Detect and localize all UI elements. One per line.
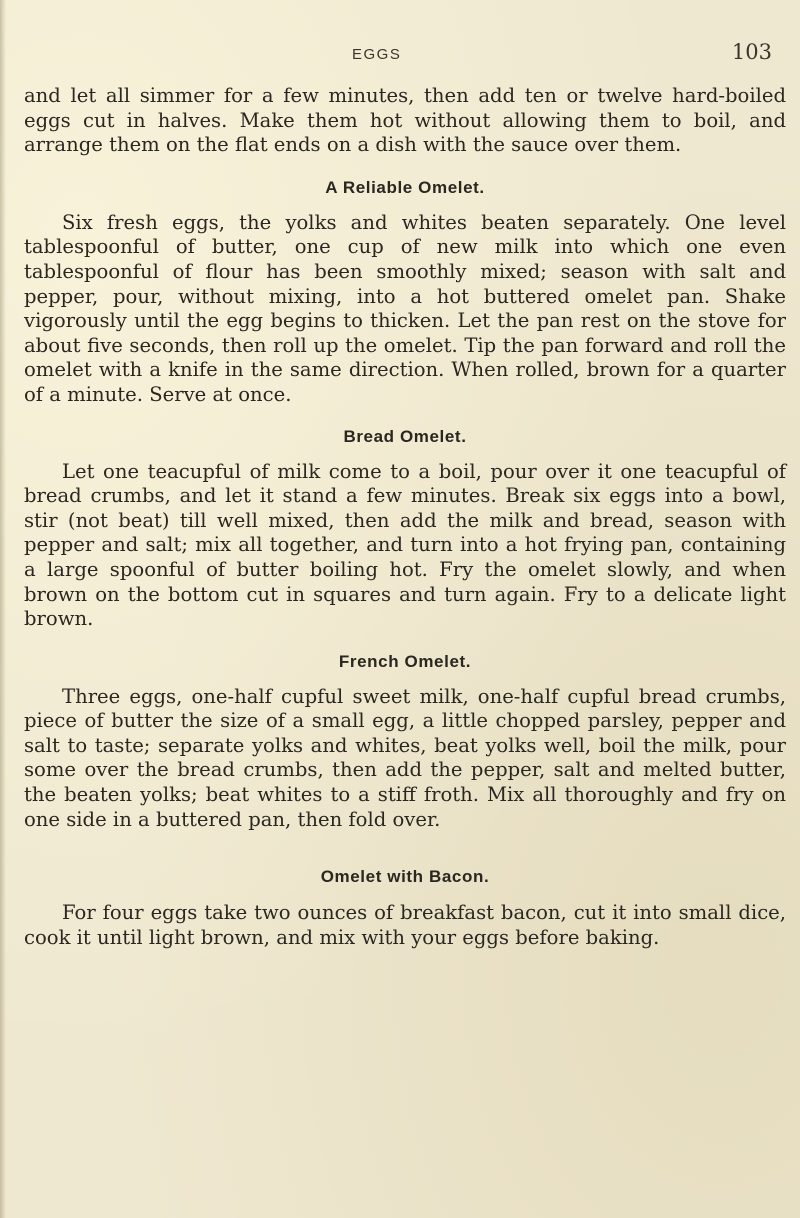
recipe-text-french-omelet: Three eggs, one-half cupful sweet milk, one-half cupful bread crumbs, piece of butter the size of a small egg, a little chopped parsley, pepper and salt to taste; separate yolks and whites, beat yolks well, boil the milk, pour some over the bread crumbs, then add the pepper, salt and melted butter, the beaten yolks; beat whites to a stiff froth. Mix all thoroughly and fry on one side in a buttered pan, then fold over. — [24, 684, 786, 831]
continued-paragraph: and let all simmer for a few minutes, then add ten or twelve hard-boiled eggs cut in halves. Make them hot without allowing them to boil, and arrange them on the flat ends on a dish with the sauce over them. — [24, 84, 786, 157]
recipe-text-reliable-omelet: Six fresh eggs, the yolks and whites beaten separately. One level tablespoonful of butter, one cup of new milk into which one even tablespoonful of flour has been smoothly mixed; season with salt and pepper, pour, without mixing, into a hot buttered omelet pan. Shake vigorously until the egg begins to thicken. Let the pan rest on the stove for about five seconds, then roll up the omelet. Tip the pan forward and roll the omelet with a knife in the same direction. When rolled, brown for a quarter of a minute. Serve at once. — [24, 210, 786, 406]
page-body — [24, 84, 786, 950]
recipe-text-omelet-with-bacon: For four eggs take two ounces of breakfast bacon, cut it into small dice, cook it until light brown, and mix with your eggs before baking. — [24, 901, 786, 949]
recipe-heading-reliable-omelet: A Reliable Omelet. — [325, 177, 485, 197]
recipe-heading-omelet-with-bacon: Omelet with Bacon. — [320, 867, 490, 887]
page-number: 103 — [731, 40, 772, 64]
recipe-heading-french-omelet: French Omelet. — [338, 651, 472, 671]
recipe-text-bread-omelet: Let one teacupful of milk come to a boil, pour over it one teacupful of bread crumbs, and let it stand a few minutes. Break six eggs into a bowl, stir (not beat) till well mixed, then add the milk and bread, season with pepper and salt; mix all together, and turn into a hot frying pan, containing a large spoonful of butter boiling hot. Fry the omelet slowly, and when brown on the bottom cut in squares and turn again. Fry to a delicate light brown. — [24, 459, 786, 631]
running-head: EGGS — [352, 46, 402, 63]
recipe-heading-bread-omelet: Bread Omelet. — [343, 426, 467, 446]
page-edge-shadow — [0, 0, 6, 1218]
